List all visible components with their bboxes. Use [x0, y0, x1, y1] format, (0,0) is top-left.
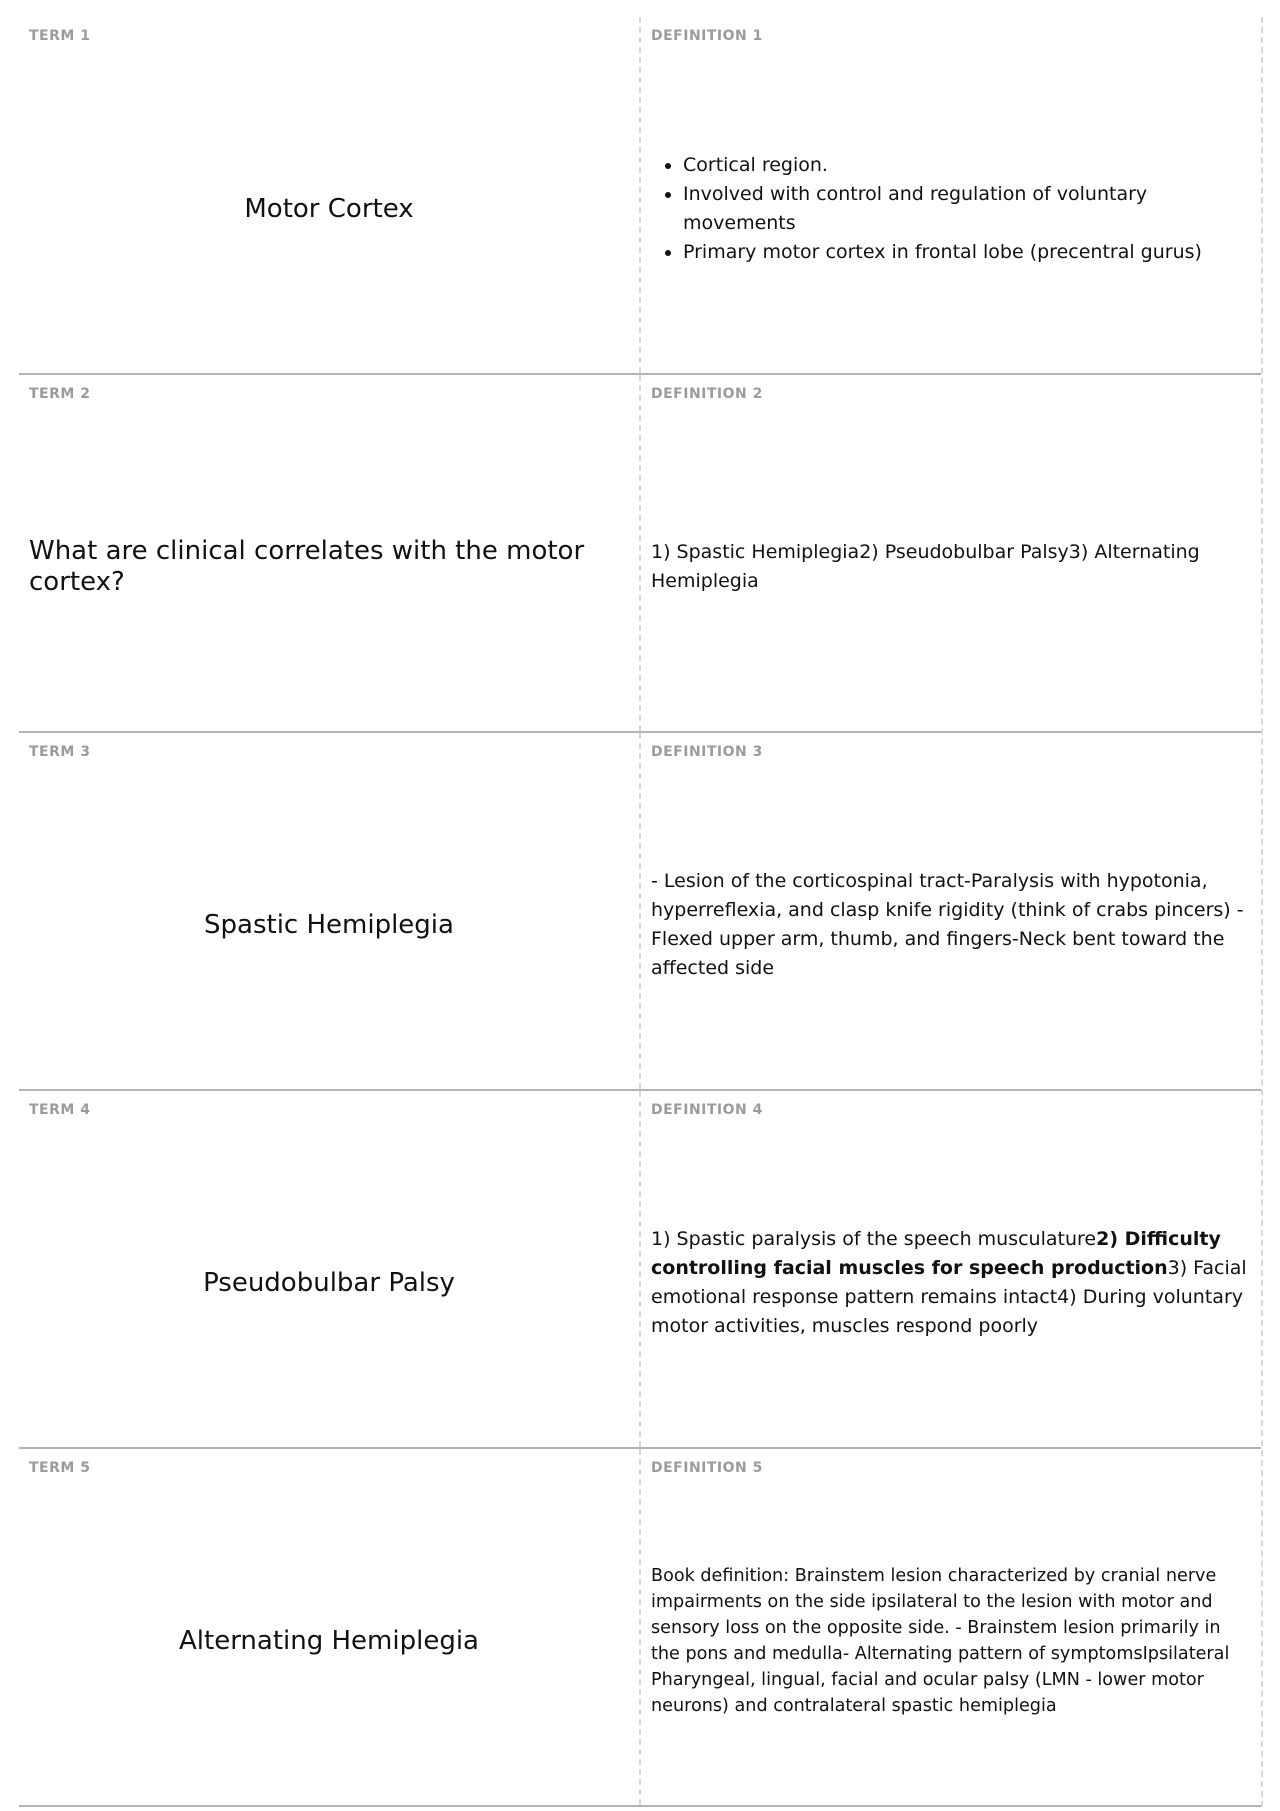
flashcard-row — [19, 733, 1261, 1091]
term-cell — [19, 1449, 641, 1805]
term-text: Motor Cortex — [244, 193, 414, 224]
term-body — [29, 1127, 629, 1439]
flashcard-row — [19, 1449, 1261, 1807]
definition-label: DEFINITION 5 — [651, 1460, 763, 1476]
term-cell — [19, 375, 641, 731]
definition-body — [651, 1127, 1251, 1439]
definition-label: DEFINITION 4 — [651, 1102, 763, 1118]
definition-text-bold-part: 2) Difficulty controlling facial muscles for speech production — [651, 1228, 1221, 1279]
term-label: TERM 3 — [29, 744, 91, 760]
term-body — [29, 411, 629, 723]
definition-cell — [641, 1091, 1261, 1447]
term-body — [29, 769, 629, 1081]
definition-label: DEFINITION 1 — [651, 28, 763, 44]
definition-text-part: 3) Facial emotional response pattern remains intact4) During voluntary motor activities, muscles respond poorly — [651, 1257, 1247, 1337]
definition-cell — [641, 1449, 1261, 1805]
flashcard-row — [19, 1091, 1261, 1449]
flashcard-sheet — [19, 17, 1263, 1807]
term-label: TERM 2 — [29, 386, 91, 402]
definition-text — [651, 151, 1251, 267]
definition-body — [651, 769, 1251, 1081]
definition-text: 1) Spastic Hemiplegia2) Pseudobulbar Palsy3) Alternating Hemiplegia — [651, 541, 1200, 592]
term-text: Alternating Hemiplegia — [179, 1625, 479, 1656]
term-body — [29, 53, 629, 365]
term-cell — [19, 17, 641, 373]
flashcard-row — [19, 375, 1261, 733]
term-cell — [19, 733, 641, 1089]
definition-bullet: • Cortical region. — [683, 151, 1251, 180]
definition-cell — [641, 17, 1261, 373]
definition-label: DEFINITION 2 — [651, 386, 763, 402]
definition-text-part: 1) Spastic paralysis of the speech musculature — [651, 1228, 1097, 1250]
flashcard-row — [19, 17, 1261, 375]
term-label: TERM 5 — [29, 1460, 91, 1476]
definition-body — [651, 53, 1251, 365]
definition-cell — [641, 375, 1261, 731]
definition-label: DEFINITION 3 — [651, 744, 763, 760]
definition-text: Book definition: Brainstem lesion characterized by cranial nerve impairments on the side ipsilateral to the lesion with motor and sensory loss on the opposite side. - Brainstem lesion primarily in the pons and medulla- Alternating pattern of symptomsIpsilateral Pharyngeal, lingual, facial and ocular palsy (LMN - lower motor neurons) and contralateral spastic hemiplegia — [651, 1566, 1230, 1716]
term-label: TERM 1 — [29, 28, 91, 44]
definition-cell — [641, 733, 1261, 1089]
definition-bullet: • Primary motor cortex in frontal lobe (precentral gurus) — [683, 238, 1251, 267]
definition-body — [651, 1485, 1251, 1797]
definition-bullet-list — [651, 151, 1251, 267]
term-text: What are clinical correlates with the motor cortex? — [29, 536, 585, 597]
term-label: TERM 4 — [29, 1102, 91, 1118]
term-text: Spastic Hemiplegia — [204, 909, 454, 940]
definition-text: - Lesion of the corticospinal tract-Paralysis with hypotonia, hyperreflexia, and clasp knife rigidity (think of crabs pincers) -Flexed upper arm, thumb, and fingers-Neck bent toward the affected side — [651, 870, 1244, 979]
term-cell — [19, 1091, 641, 1447]
definition-bullet: • Involved with control and regulation of voluntary movements — [683, 180, 1251, 238]
term-body — [29, 1485, 629, 1797]
term-text: Pseudobulbar Palsy — [203, 1267, 455, 1298]
definition-body — [651, 411, 1251, 723]
definition-text — [651, 1225, 1251, 1341]
